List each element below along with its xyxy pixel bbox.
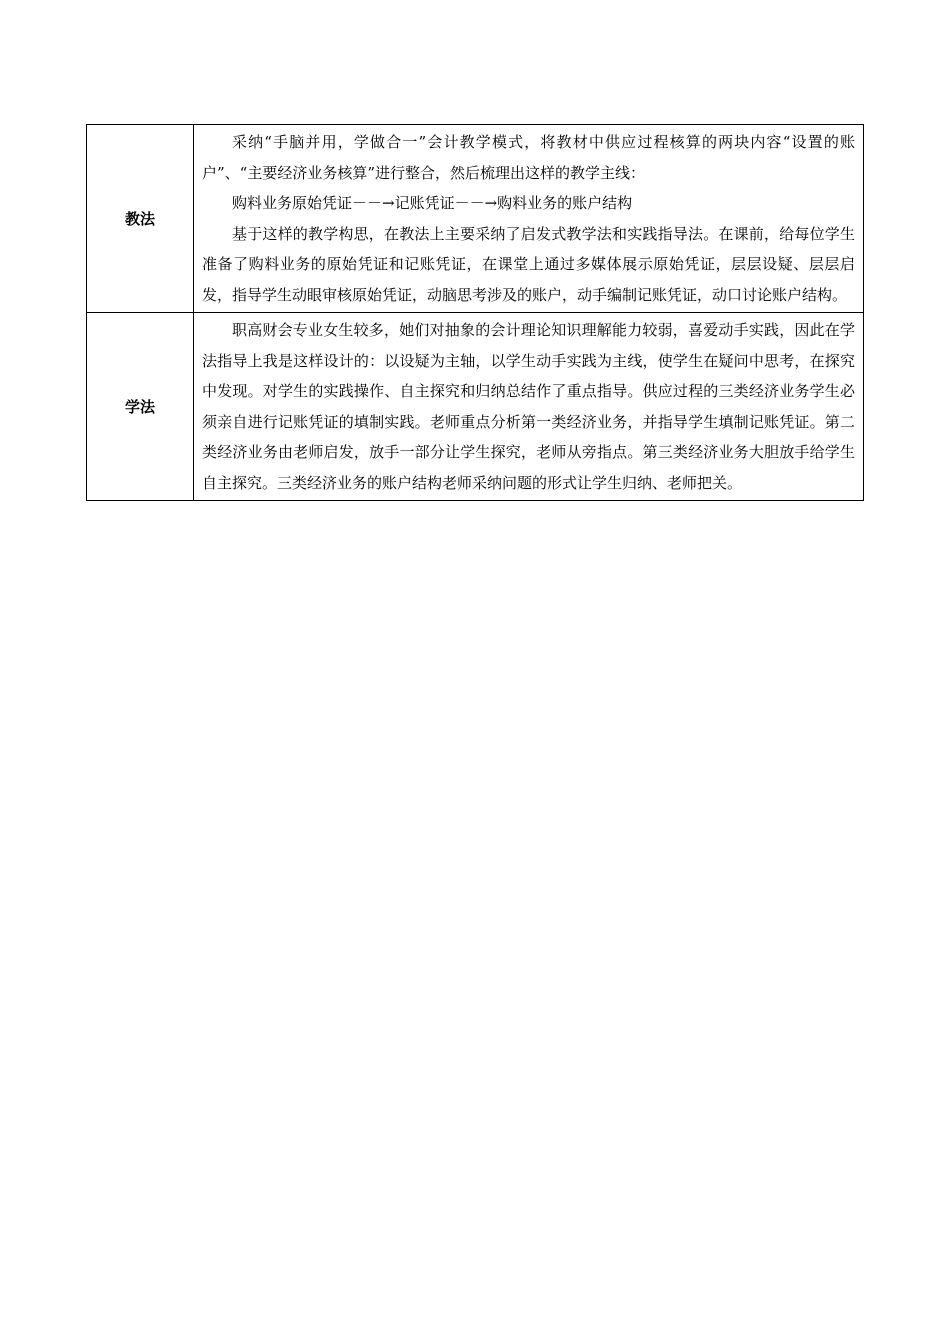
row-content-learning-method xyxy=(194,313,864,501)
row-content-teaching-method xyxy=(194,125,864,313)
table-row-learning-method xyxy=(87,313,864,501)
paragraph-teaching-mode: 采纳“手脑并用，学做合一”会计教学模式，将教材中供应过程核算的两块内容“设置的账户”、“主要经济业务核算”进行整合，然后梳理出这样的教学主线： xyxy=(202,133,855,182)
paragraph-teaching-mainline: 购料业务原始凭证－－→记账凭证－－→购料业务的账户结构 xyxy=(232,194,633,212)
row-label-learning-method: 学法 xyxy=(87,313,194,501)
table-row-teaching-method xyxy=(87,125,864,313)
row-label-teaching-method: 教法 xyxy=(87,125,194,313)
lesson-method-table xyxy=(86,124,864,501)
paragraph-learning-guidance: 职高财会专业女生较多，她们对抽象的会计理论知识理解能力较弱，喜爱动手实践，因此在学法指导上我是这样设计的：以设疑为主轴，以学生动手实践为主线，使学生在疑问中思考，在探究中发现。对学生的实践操作、自主探究和归纳总结作了重点指导。供应过程的三类经济业务学生必须亲自进行记账凭证的填制实践。老师重点分析第一类经济业务，并指导学生填制记账凭证。第二类经济业务由老师启发，放手一部分让学生探究，老师从旁指点。第三类经济业务大胆放手给学生自主探究。三类经济业务的账户结构老师采纳问题的形式让学生归纳、老师把关。 xyxy=(202,321,855,492)
paragraph-teaching-approach: 基于这样的教学构思，在教法上主要采纳了启发式教学法和实践指导法。在课前，给每位学生准备了购料业务的原始凭证和记账凭证，在课堂上通过多媒体展示原始凭证，层层设疑、层层启发，指导学生动眼审核原始凭证，动脑思考涉及的账户，动手编制记账凭证，动口讨论账户结构。 xyxy=(202,224,855,304)
